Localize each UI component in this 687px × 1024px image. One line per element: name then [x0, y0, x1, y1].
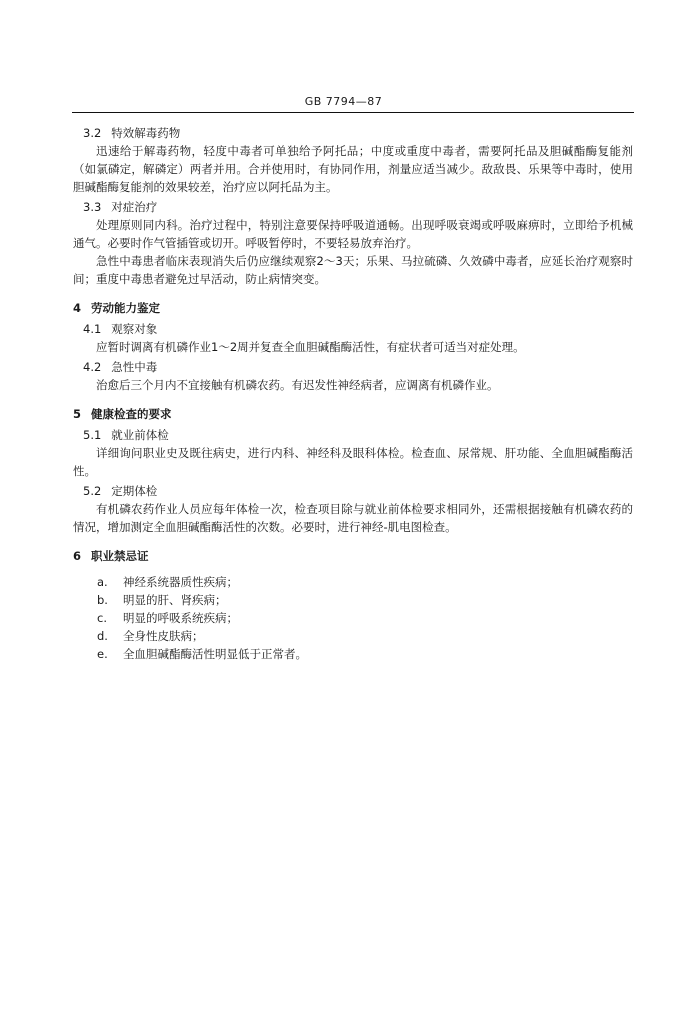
subsection-number: 4.1: [83, 322, 102, 336]
subsection-title: 对症治疗: [111, 200, 158, 214]
section-title: 职业禁忌证: [91, 549, 149, 563]
section-number: 6: [73, 549, 82, 563]
section-number: 5: [73, 407, 82, 421]
header-rule: [72, 112, 634, 113]
list-text: 神经系统器质性疾病；: [123, 575, 238, 589]
subsection-number: 5.1: [83, 428, 102, 442]
subsection-heading: [73, 124, 633, 142]
list-text: 明显的肝、肾疾病；: [123, 593, 227, 607]
subsection-3-2: [73, 124, 633, 196]
paragraph: 治愈后三个月内不宜接触有机磷农药。有迟发性神经病者，应调离有机磷作业。: [96, 378, 499, 392]
list-item: [73, 609, 633, 627]
paragraph: 详细询问职业史及既往病史，进行内科、神经科及眼科体检。检查血、尿常规、肝功能、全血胆碱酯酶活性。: [73, 446, 633, 478]
paragraph: 迅速给于解毒药物，轻度中毒者可单独给予阿托品；中度或重度中毒者，需要阿托品及胆碱酯酶复能剂（如氯磷定，解磷定）两者并用。合并使用时，有协同作用，剂量应适当减少。敌敌畏、乐果等中毒时，使用胆碱酯酶复能剂的效果较差，治疗应以阿托品为主。: [73, 144, 633, 194]
list-item: [73, 645, 633, 663]
list-item: [73, 573, 633, 591]
list-marker: a.: [97, 575, 108, 589]
subsection-title: 特效解毒药物: [111, 126, 181, 140]
paragraph: 应暂时调离有机磷作业1～2周并复查全血胆碱酯酶活性，有症状者可适当对症处理。: [96, 340, 525, 354]
list-marker: b.: [97, 593, 108, 607]
paragraph: 急性中毒患者临床表现消失后仍应继续观察2～3天；乐果、马拉硫磷、久效磷中毒者，应延长治疗观察时间；重度中毒患者避免过早活动，防止病情突变。: [73, 254, 633, 286]
paragraph: 处理原则同内科。治疗过程中，特别注意要保持呼吸道通畅。出现呼吸衰竭或呼吸麻痹时，立即给予机械通气。必要时作气管插管或切开。呼吸暂停时，不要轻易放弃治疗。: [73, 218, 633, 250]
subsection-title: 观察对象: [111, 322, 158, 336]
section-title: 劳动能力鉴定: [91, 301, 161, 315]
list-marker: c.: [97, 611, 107, 625]
list-text: 全身性皮肤病；: [123, 629, 204, 643]
subsection-3-3: [73, 198, 633, 288]
paragraph: 有机磷农药作业人员应每年体检一次，检查项目除与就业前体检要求相同外，还需根据接触有机磷农药的情况，增加测定全血胆碱酯酶活性的次数。必要时，进行神经-肌电图检查。: [73, 502, 633, 534]
section-heading-4: [73, 299, 633, 317]
subsection-title: 就业前体检: [111, 428, 169, 442]
subsection-number: 4.2: [83, 360, 102, 374]
section-heading-5: [73, 405, 633, 423]
contraindication-list: [73, 573, 633, 663]
subsection-heading: [73, 198, 633, 216]
subsection-number: 3.2: [83, 126, 102, 140]
subsection-4-1: [73, 320, 633, 356]
section-title: 健康检查的要求: [91, 407, 172, 421]
list-text: 全血胆碱酯酶活性明显低于正常者。: [123, 647, 307, 661]
section-heading-6: [73, 547, 633, 565]
section-number: 4: [73, 301, 82, 315]
subsection-5-2: [73, 482, 633, 536]
list-item: [73, 627, 633, 645]
list-item: [73, 591, 633, 609]
subsection-heading: [73, 320, 633, 338]
list-text: 明显的呼吸系统疾病；: [123, 611, 238, 625]
subsection-heading: [73, 426, 633, 444]
document-body: [73, 122, 633, 663]
subsection-heading: [73, 482, 633, 500]
list-marker: e.: [97, 647, 108, 661]
subsection-4-2: [73, 358, 633, 394]
subsection-5-1: [73, 426, 633, 480]
subsection-title: 定期体检: [111, 484, 158, 498]
standard-code-header: GB 7794—87: [304, 95, 383, 108]
subsection-number: 3.3: [83, 200, 102, 214]
list-marker: d.: [97, 629, 108, 643]
subsection-title: 急性中毒: [111, 360, 158, 374]
subsection-number: 5.2: [83, 484, 102, 498]
subsection-heading: [73, 358, 633, 376]
